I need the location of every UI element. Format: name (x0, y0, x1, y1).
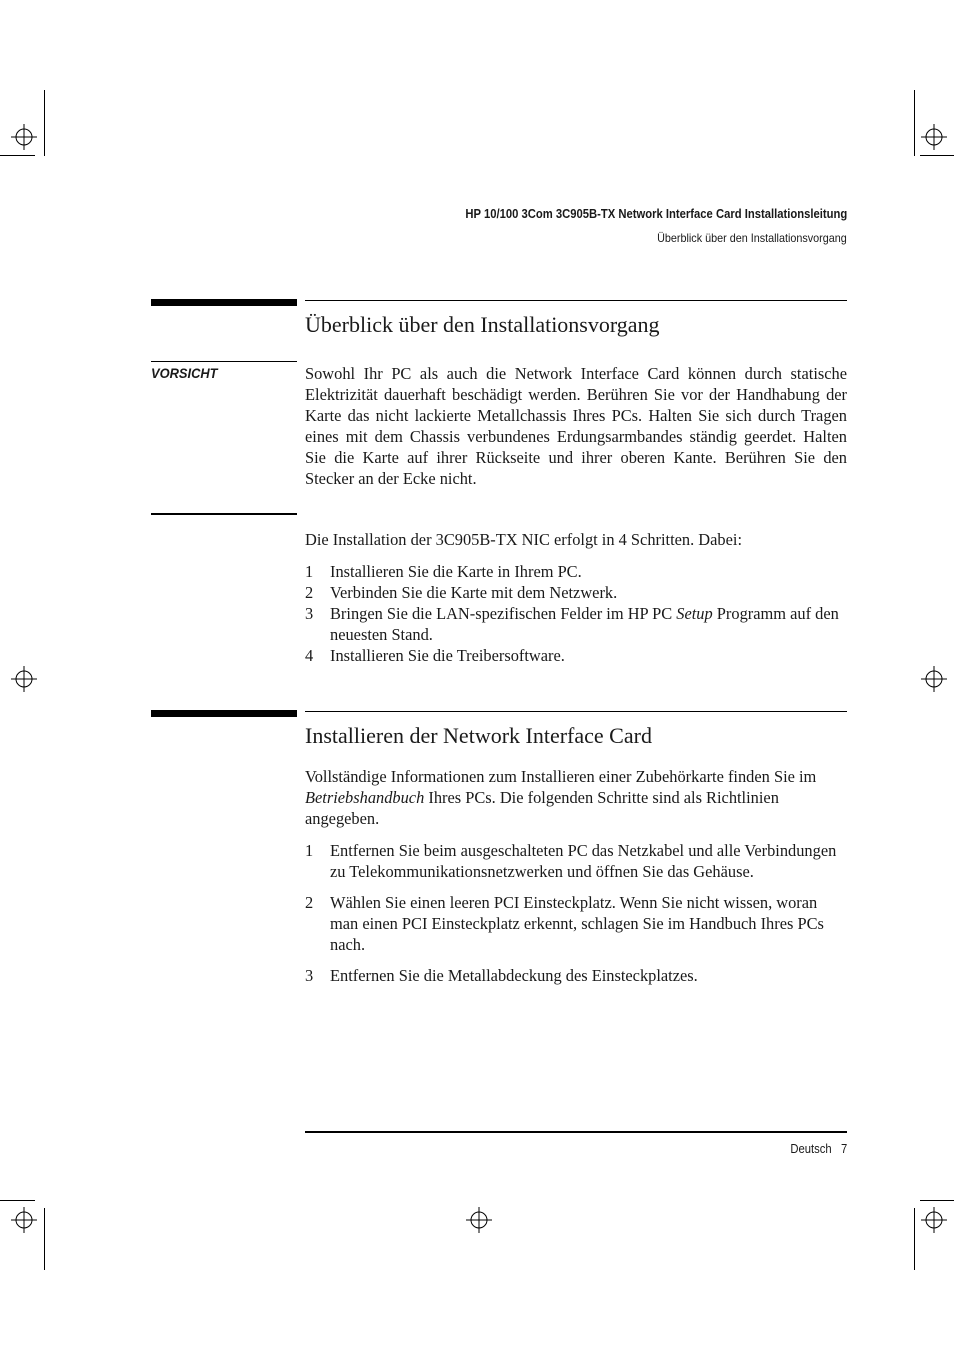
crop-mark (914, 90, 915, 156)
step-number: 4 (305, 646, 314, 665)
caution-bottom-rule (151, 513, 297, 515)
crop-mark (44, 90, 45, 156)
footer-rule (305, 1131, 847, 1133)
intro-paragraph: Die Installation der 3C905B-TX NIC erfolgt in 4 Schritten. Dabei: (305, 530, 742, 549)
registration-mark-icon (921, 124, 947, 150)
section-rule (305, 711, 847, 712)
crop-mark (0, 155, 35, 156)
step-number: 2 (305, 583, 314, 602)
step-number: 3 (305, 966, 314, 985)
section-bar (151, 710, 297, 717)
crop-mark (920, 1200, 954, 1201)
caution-label: VORSICHT (151, 365, 218, 381)
step-text: Entfernen Sie die Metallabdeckung des Einsteckplatzes. (330, 966, 698, 985)
step-text-italic: Setup (676, 604, 713, 623)
page-number: 7 (840, 1142, 847, 1156)
section-bar (151, 299, 297, 306)
crop-mark (0, 1200, 35, 1201)
registration-mark-icon (921, 666, 947, 692)
intro-text: Vollständige Informationen zum Installieren einer Zubehörkarte finden Sie im (305, 767, 817, 786)
crop-mark (44, 1208, 45, 1270)
step-number: 2 (305, 893, 314, 912)
registration-mark-icon (466, 1207, 492, 1233)
section-heading: Überblick über den Installationsvorgang (305, 312, 660, 337)
card-install-steps-list (305, 840, 847, 996)
registration-mark-icon (11, 1207, 37, 1233)
step-number: 1 (305, 841, 314, 860)
list-item (305, 645, 847, 666)
intro-text: Ihres PCs. Die folgenden Schritte sind als Richtlinien angegeben. (305, 788, 779, 828)
step-number: 3 (305, 604, 314, 623)
list-item (305, 965, 847, 986)
registration-mark-icon (11, 124, 37, 150)
install-steps-list (305, 561, 847, 666)
footer (790, 1142, 847, 1156)
intro-paragraph (305, 766, 847, 829)
caution-top-rule (151, 361, 297, 362)
step-text: Installieren Sie die Karte in Ihrem PC. (330, 562, 582, 581)
crop-mark (914, 1208, 915, 1270)
step-text: Verbinden Sie die Karte mit dem Netzwerk. (330, 583, 618, 602)
running-header-title: HP 10/100 3Com 3C905B-TX Network Interface Card Installationsleitung (465, 207, 847, 221)
step-text: Programm auf den neuesten Stand. (330, 604, 839, 644)
list-item (305, 892, 847, 955)
crop-mark (920, 155, 954, 156)
step-number: 1 (305, 562, 314, 581)
list-item (305, 582, 847, 603)
step-text: Bringen Sie die LAN-spezifischen Felder im HP PC (330, 604, 677, 623)
step-text: Wählen Sie einen leeren PCI Einsteckplatz. Wenn Sie nicht wissen, woran man einen PCI Einsteckplatz erkennt, schlagen Sie im Handbuch Ihres PCs nach. (330, 893, 824, 954)
section-heading: Installieren der Network Interface Card (305, 723, 652, 748)
caution-text: Sowohl Ihr PC als auch die Network Interface Card können durch statische Elektrizität dauerhaft beschädigt werden. Berühren Sie vor der Handhabung der Karte das nicht lackierte Metallchassis Ihres PCs. Halten Sie sich durch Tragen eines mit dem Chassis verbundenes Erdungsarmbandes ständig geerdet. Halten Sie die Karte auf ihrer Rückseite und ihrer oberen Kante. Berühren Sie den Stecker an der Ecke nicht. (305, 364, 847, 488)
list-item (305, 561, 847, 582)
step-text: Installieren Sie die Treibersoftware. (330, 646, 565, 665)
list-item (305, 840, 847, 882)
step-text: Entfernen Sie beim ausgeschalteten PC das Netzkabel und alle Verbindungen zu Telekommunikationsnetzwerken und öffnen Sie das Gehäuse. (330, 841, 837, 881)
intro-text-italic: Betriebshandbuch (305, 788, 425, 807)
running-header-subtitle: Überblick über den Installationsvorgang (657, 231, 847, 245)
registration-mark-icon (11, 666, 37, 692)
list-item (305, 603, 847, 645)
footer-label: Deutsch (790, 1142, 832, 1156)
section-rule (305, 300, 847, 301)
registration-mark-icon (921, 1207, 947, 1233)
